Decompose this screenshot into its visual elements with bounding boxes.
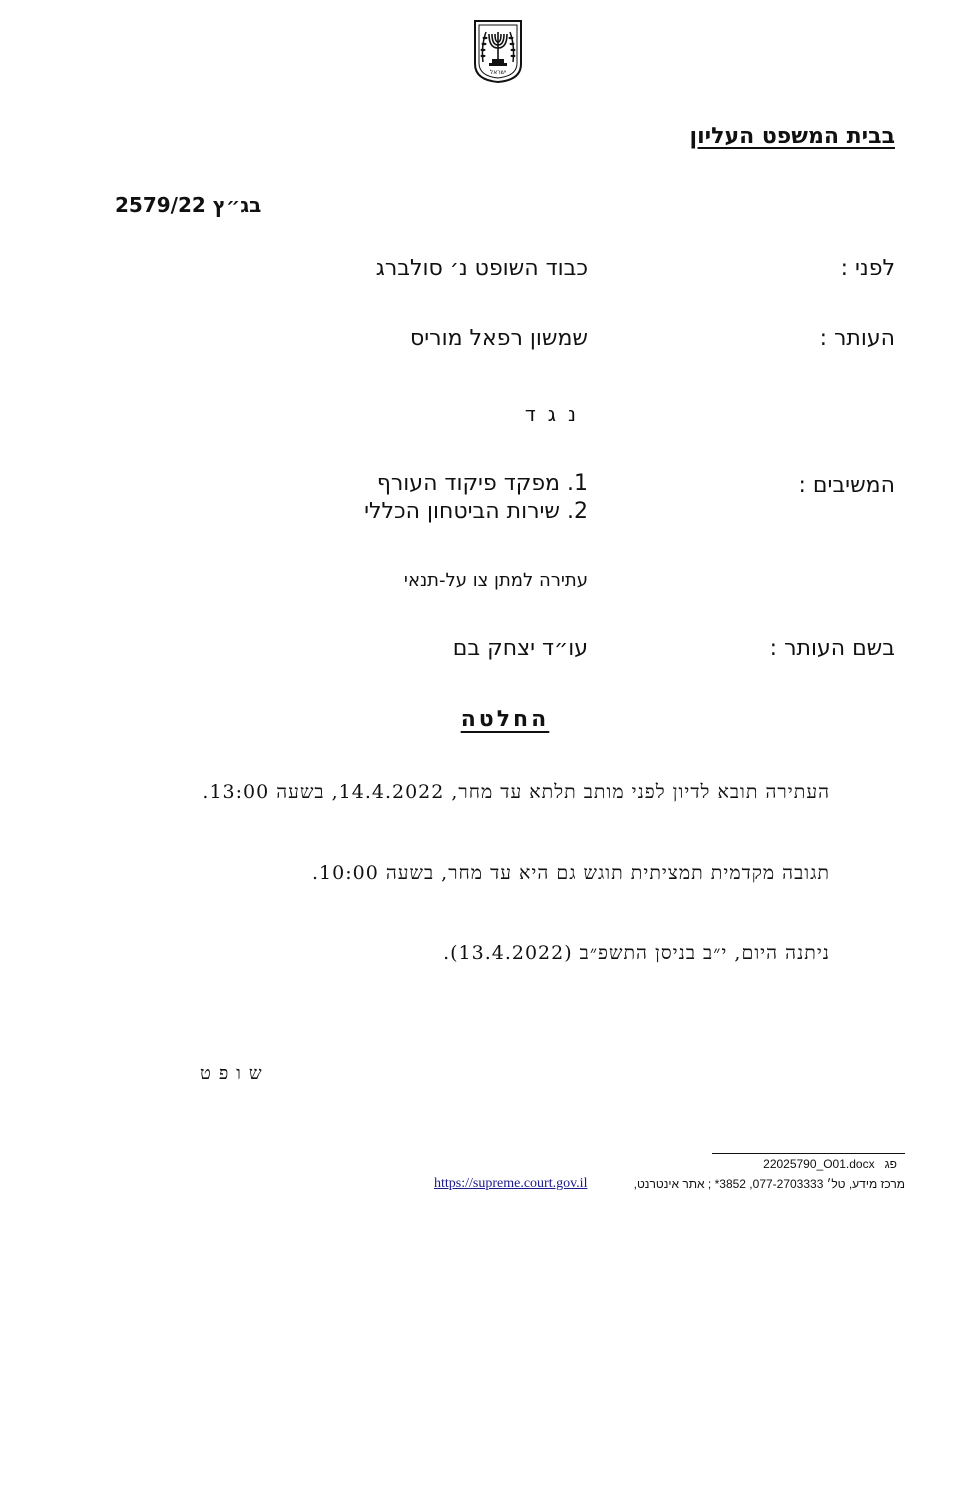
decision-paragraph: העתירה תובא לדיון לפני מותב תלתא עד מחר, 14.4.2022, בשעה 13:00. [202,781,830,803]
file-name: 22025790_O01.docx [763,1157,875,1171]
supreme-court-website-link[interactable]: https://supreme.court.gov.il [434,1176,588,1191]
petitioner-name: שמשון רפאל מוריס [409,326,588,351]
court-title: בבית המשפט העליון [689,124,895,149]
case-number: בג״ץ 2579/22 [115,193,262,217]
footer-filename [763,1157,897,1171]
decision-paragraph: תגובה מקדמית תמציתית תוגש גם היא עד מחר, בשעה 10:00. [312,862,830,884]
file-initials: פג [884,1157,897,1171]
decision-paragraph: ניתנה היום, י״ב בניסן התשפ״ב (13.4.2022). [443,942,830,964]
state-emblem-menorah-icon [472,18,524,84]
counsel-name: עו״ד יצחק בם [452,636,588,661]
decision-title: החלטה [460,707,550,732]
svg-text:ישראל: ישראל [489,69,507,76]
petitioner-label: העותר : [819,326,895,351]
counsel-label: בשם העותר : [769,636,895,661]
footer-contact: מרכז מידע, טל׳ 077-2703333, 3852* ; אתר אינטרנט, [633,1177,905,1191]
respondent-item: 1. מפקד פיקוד העורף [376,471,588,496]
before-label: לפני : [840,256,895,281]
judge-name: כבוד השופט נ׳ סולברג [375,256,588,281]
footer-divider [712,1153,905,1154]
versus-label: נגד [524,402,588,426]
respondents-label: המשיבים : [798,473,895,498]
petition-type: עתירה למתן צו על-תנאי [403,570,588,591]
judge-signature: שופט [200,1063,270,1084]
respondent-item: 2. שירות הביטחון הכללי [364,499,588,524]
